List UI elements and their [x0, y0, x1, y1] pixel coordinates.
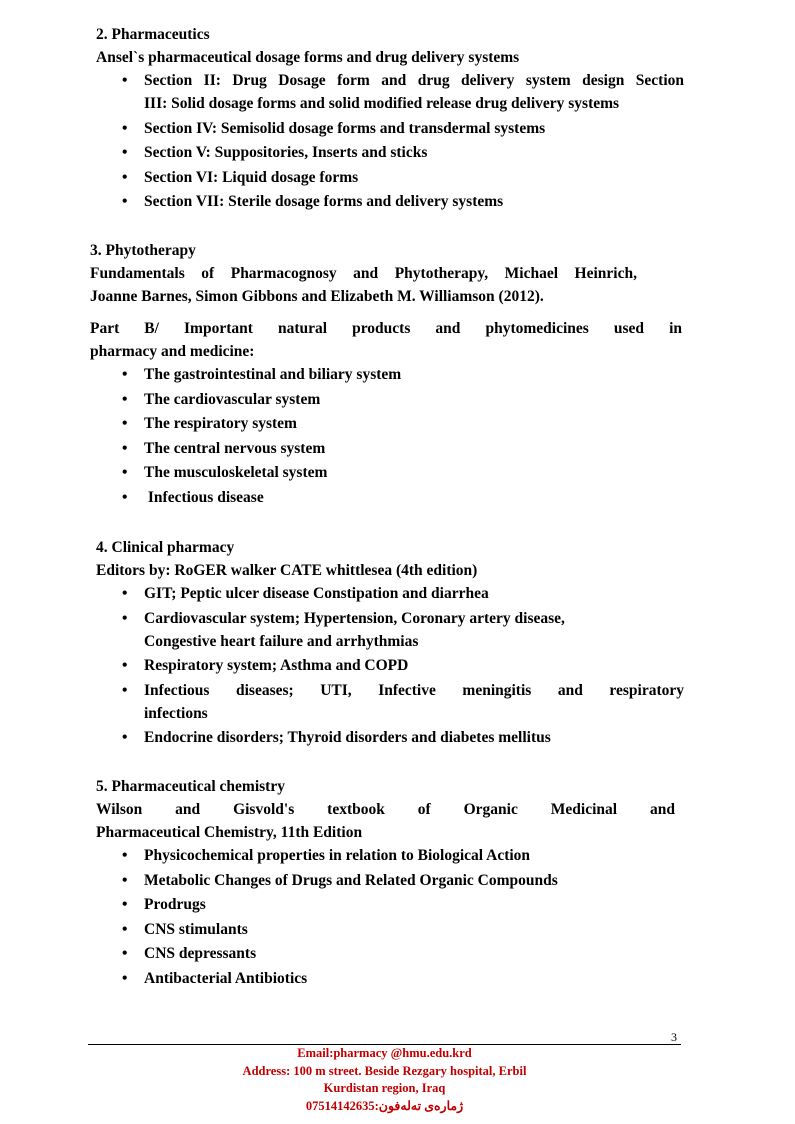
- section-phytotherapy: [90, 239, 682, 510]
- bullet-icon: •: [122, 415, 128, 432]
- section-heading: 2. Pharmaceutics: [96, 26, 210, 43]
- bullet-icon: •: [122, 585, 128, 602]
- textbook-title: Wilson and Gisvold's textbook of Organic Medicinal and: [96, 801, 675, 818]
- list-item: • Section VII: Sterile dosage forms and delivery systems: [96, 190, 684, 213]
- section-pharmaceutical-chemistry: [96, 775, 675, 991]
- list-item: • Endocrine disorders; Thyroid disorders and diabetes mellitus: [96, 726, 684, 749]
- list-item: • Section II: Drug Dosage form and drug delivery system design Section III: Solid dosage forms and solid modified release drug delivery systems: [96, 69, 684, 115]
- bullet-icon: •: [122, 464, 128, 481]
- list-item: • Respiratory system; Asthma and COPD: [96, 654, 684, 677]
- bullet-icon: •: [122, 390, 128, 408]
- bullet-icon: •: [122, 168, 128, 186]
- bullet-icon: •: [122, 847, 128, 864]
- list-item: • Cardiovascular system; Hypertension, Coronary artery disease, Congestive heart failure and arrhythmias: [96, 607, 684, 653]
- textbook-title-cont: Pharmaceutical Chemistry, 11th Edition: [96, 824, 363, 841]
- bullet-icon: •: [122, 488, 128, 506]
- page-number: 3: [671, 1030, 677, 1044]
- bullet-icon: •: [122, 119, 128, 137]
- bullet-icon: •: [122, 896, 128, 913]
- footer-email: Email:pharmacy @hmu.edu.krd: [297, 1046, 472, 1060]
- topic-list: [96, 363, 682, 509]
- bullet-icon: •: [122, 681, 128, 699]
- topic-list: [96, 582, 684, 749]
- list-item: • Infectious diseases; UTI, Infective meningitis and respiratory infections: [96, 679, 684, 725]
- bullet-icon: •: [122, 969, 128, 987]
- list-item: • GIT; Peptic ulcer disease Constipation and diarrhea: [96, 582, 684, 605]
- bullet-icon: •: [122, 72, 128, 89]
- list-item: • Prodrugs: [96, 893, 675, 916]
- footer-region: Kurdistan region, Iraq: [323, 1081, 446, 1095]
- list-item: • Infectious disease: [96, 486, 682, 509]
- list-item: • Physicochemical properties in relation to Biological Action: [96, 844, 675, 867]
- list-item: • The cardiovascular system: [96, 388, 682, 411]
- footer: [88, 1045, 681, 1115]
- list-item: • CNS stimulants: [96, 918, 675, 941]
- section-heading: 3. Phytotherapy: [90, 242, 196, 259]
- bullet-icon: •: [122, 439, 128, 457]
- list-item: • The musculoskeletal system: [96, 461, 682, 484]
- textbook-authors: Joanne Barnes, Simon Gibbons and Elizabeth M. Williamson (2012).: [90, 288, 544, 305]
- bullet-icon: •: [122, 920, 128, 938]
- section-clinical-pharmacy: [96, 536, 684, 751]
- textbook-title: Fundamentals of Pharmacognosy and Phytotherapy, Michael Heinrich,: [90, 265, 637, 282]
- section-pharmaceutics: [96, 23, 684, 215]
- list-item: • Antibacterial Antibiotics: [96, 967, 675, 990]
- bullet-icon: •: [122, 729, 128, 746]
- list-item: • Section IV: Semisolid dosage forms and transdermal systems: [96, 117, 684, 140]
- section-heading: 4. Clinical pharmacy: [96, 539, 235, 556]
- editors-line: Editors by: RoGER walker CATE whittlesea (4th edition): [96, 562, 478, 579]
- bullet-icon: •: [122, 945, 128, 962]
- bullet-icon: •: [122, 366, 128, 383]
- bullet-icon: •: [122, 193, 128, 210]
- list-item: • The central nervous system: [96, 437, 682, 460]
- textbook-title: Ansel`s pharmaceutical dosage forms and drug delivery systems: [96, 49, 520, 66]
- part-title-cont: pharmacy and medicine:: [90, 343, 255, 360]
- topic-list: [96, 69, 684, 213]
- list-item: • Section VI: Liquid dosage forms: [96, 166, 684, 189]
- footer-address: Address: 100 m street. Beside Rezgary hospital, Erbil: [242, 1063, 527, 1078]
- topic-list: [96, 844, 675, 990]
- list-item: • The respiratory system: [96, 412, 682, 435]
- list-item: • Section V: Suppositories, Inserts and sticks: [96, 141, 684, 164]
- bullet-icon: •: [122, 609, 128, 627]
- list-item: • The gastrointestinal and biliary system: [96, 363, 682, 386]
- section-heading: 5. Pharmaceutical chemistry: [96, 778, 285, 795]
- list-item: • Metabolic Changes of Drugs and Related Organic Compounds: [96, 869, 675, 892]
- bullet-icon: •: [122, 871, 128, 889]
- bullet-icon: •: [122, 144, 128, 161]
- list-item: • CNS depressants: [96, 942, 675, 965]
- part-title: Part B/ Important natural products and phytomedicines used in: [90, 320, 682, 337]
- footer-phone: 07514142635:ژمارەی تەلەفون: [305, 1098, 464, 1113]
- bullet-icon: •: [122, 657, 128, 674]
